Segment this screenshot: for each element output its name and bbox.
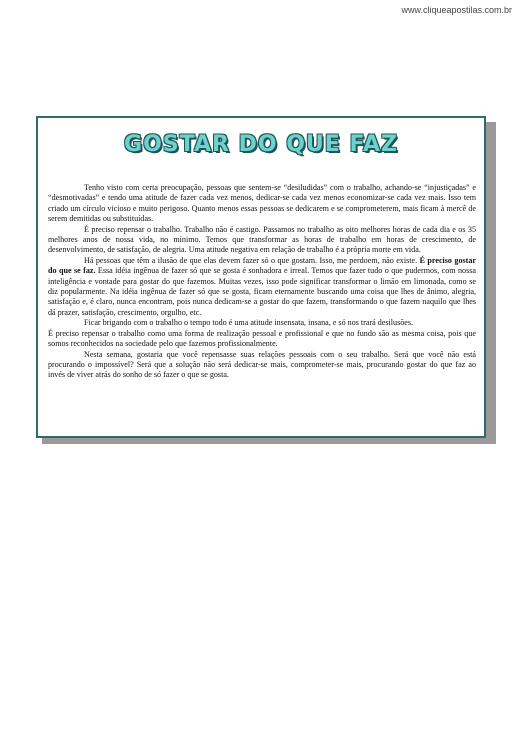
paragraph-4: Ficar brigando com o trabalho o tempo todo é uma atitude insensata, insana, e só nos trará desilusões. xyxy=(84,318,414,328)
paragraph-6: Nesta semana, gostaria que você repensasse suas relações pessoais com o seu trabalho. Será que você não está procurando o impossível? Será que a solução não será dedicar-se mais, comprometer-se mais, procurando gostar do que faz ao invés de viver atrás do sonho de só fazer o que se gosta. xyxy=(48,349,476,380)
paragraph-2: É preciso repensar o trabalho. Trabalho não é castigo. Passamos no trabalho as oito melhores horas de cada dia e os 35 melhores anos de nossa vida, no mínimo. Temos que transformar as horas de trabalho em horas de crescimento, de desenvolvimento, de satisfação, de alegria. Uma atitude negativa em relação de trabalho é a própria morte em vida. xyxy=(48,224,476,255)
paragraph-1: Tenho visto com certa preocupação, pessoas que sentem-se “desiludidas” com o trabalho, achando-se “injustiçadas” e “desmotivadas” e tendo uma atitude de fazer cada vez menos, dedicar-se cada vez menos economizar-se cada vez mais. Isso tem criado um círculo vicioso e muito perigoso. Quanto menos essas pessoas se dedicarem e se comprometerem, mais ficam à mercê de serem demitidas ou substituídas. xyxy=(48,183,476,224)
paragraph-3-rest: Essa idéia ingênua de fazer só que se gosta é sonhadora e irreal. Temos que fazer tudo o que pudermos, com nossa inteligência e vontade para gostar do que fazemos. Muitas vezes, isso pode significar transformar o limão em limonada, como se diz popularmente. Na idéia ingênua de fazer só que se gosta, ficam eternamente buscando uma coisa que lhes de ânimo, alegria, satisfação e, é claro, nunca encontram, pois nunca dedicam-se a gostar do que fazem, transformando o que fazem naquilo que lhes dá prazer, satisfação, crescimento, orgulho, etc. xyxy=(48,266,476,317)
paragraph-3 xyxy=(48,256,476,318)
article-title: GOSTAR DO QUE FAZ xyxy=(124,132,398,157)
paragraph-5: É preciso repensar o trabalho como uma forma de realização pessoal e profissional e que no fundo são as mesma coisa, pois que somos reconhecidos na sociedade pelo que fazemos profissionalmente. xyxy=(48,328,476,349)
site-url: www.cliqueapostilas.com.br xyxy=(401,5,512,15)
article-box xyxy=(36,116,486,438)
article-body xyxy=(48,183,476,381)
paragraph-3-intro: Há pessoas que têm a ilusão de que elas devem fazer só o que gostam. Isso, me perdoem, não existe. xyxy=(84,255,418,265)
paragraph-3-emphasis: É preciso gostar do que se faz. xyxy=(48,255,476,276)
